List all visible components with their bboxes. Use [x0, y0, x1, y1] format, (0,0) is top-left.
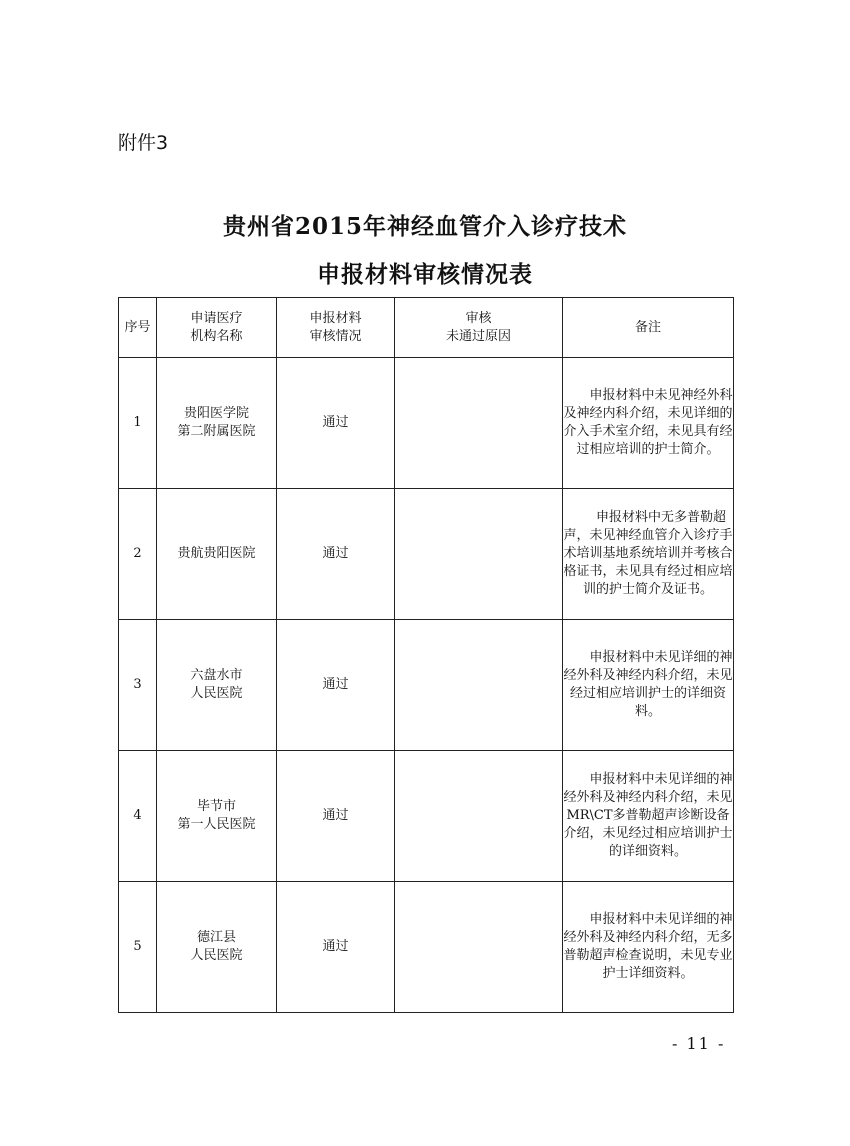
review-table [118, 297, 734, 1013]
cell-no: 4 [119, 751, 157, 882]
table-row [119, 751, 734, 882]
cell-remark: 申报材料中未见详细的神经外科及神经内科介绍，无多普勒超声检查说明，未见专业护士详细资料。 [563, 882, 734, 1013]
document-title-line1: 贵州省2015年神经血管介入诊疗技术 [222, 213, 627, 240]
header-fail-reason: 审核 未通过原因 [395, 298, 563, 358]
cell-no: 1 [119, 358, 157, 489]
cell-status: 通过 [277, 358, 395, 489]
table-row [119, 358, 734, 489]
cell-institution: 贵阳医学院 第二附属医院 [157, 358, 277, 489]
page-number: - 11 - [672, 1034, 726, 1053]
cell-status: 通过 [277, 489, 395, 620]
cell-reason [395, 358, 563, 489]
cell-institution: 毕节市 第一人民医院 [157, 751, 277, 882]
table-row [119, 489, 734, 620]
cell-remark: 申报材料中未见详细的神经外科及神经内科介绍，未见经过相应培训护士的详细资料。 [563, 620, 734, 751]
attachment-label: 附件3 [118, 132, 169, 154]
cell-reason [395, 620, 563, 751]
header-institution: 申请医疗 机构名称 [157, 298, 277, 358]
cell-remark: 申报材料中无多普勒超声，未见神经血管介入诊疗手术培训基地系统培训并考核合格证书，未见具有经过相应培训的护士简介及证书。 [563, 489, 734, 620]
cell-institution: 贵航贵阳医院 [157, 489, 277, 620]
cell-remark: 申报材料中未见详细的神经外科及神经内科介绍，未见MR\CT多普勒超声诊断设备介绍，未见经过相应培训护士的详细资料。 [563, 751, 734, 882]
cell-reason [395, 882, 563, 1013]
table-row [119, 882, 734, 1013]
cell-reason [395, 751, 563, 882]
cell-reason [395, 489, 563, 620]
cell-no: 5 [119, 882, 157, 1013]
cell-no: 2 [119, 489, 157, 620]
cell-remark: 申报材料中未见神经外科及神经内科介绍，未见详细的介入手术室介绍，未见具有经过相应培训的护士简介。 [563, 358, 734, 489]
header-review-status: 申报材料 审核情况 [277, 298, 395, 358]
cell-institution: 六盘水市 人民医院 [157, 620, 277, 751]
header-remark: 备注 [563, 298, 734, 358]
document-title-line2: 申报材料审核情况表 [317, 261, 533, 288]
cell-no: 3 [119, 620, 157, 751]
table-row [119, 620, 734, 751]
cell-institution: 德江县 人民医院 [157, 882, 277, 1013]
header-no: 序号 [119, 298, 157, 358]
table-header-row [119, 298, 734, 358]
cell-status: 通过 [277, 751, 395, 882]
cell-status: 通过 [277, 882, 395, 1013]
cell-status: 通过 [277, 620, 395, 751]
